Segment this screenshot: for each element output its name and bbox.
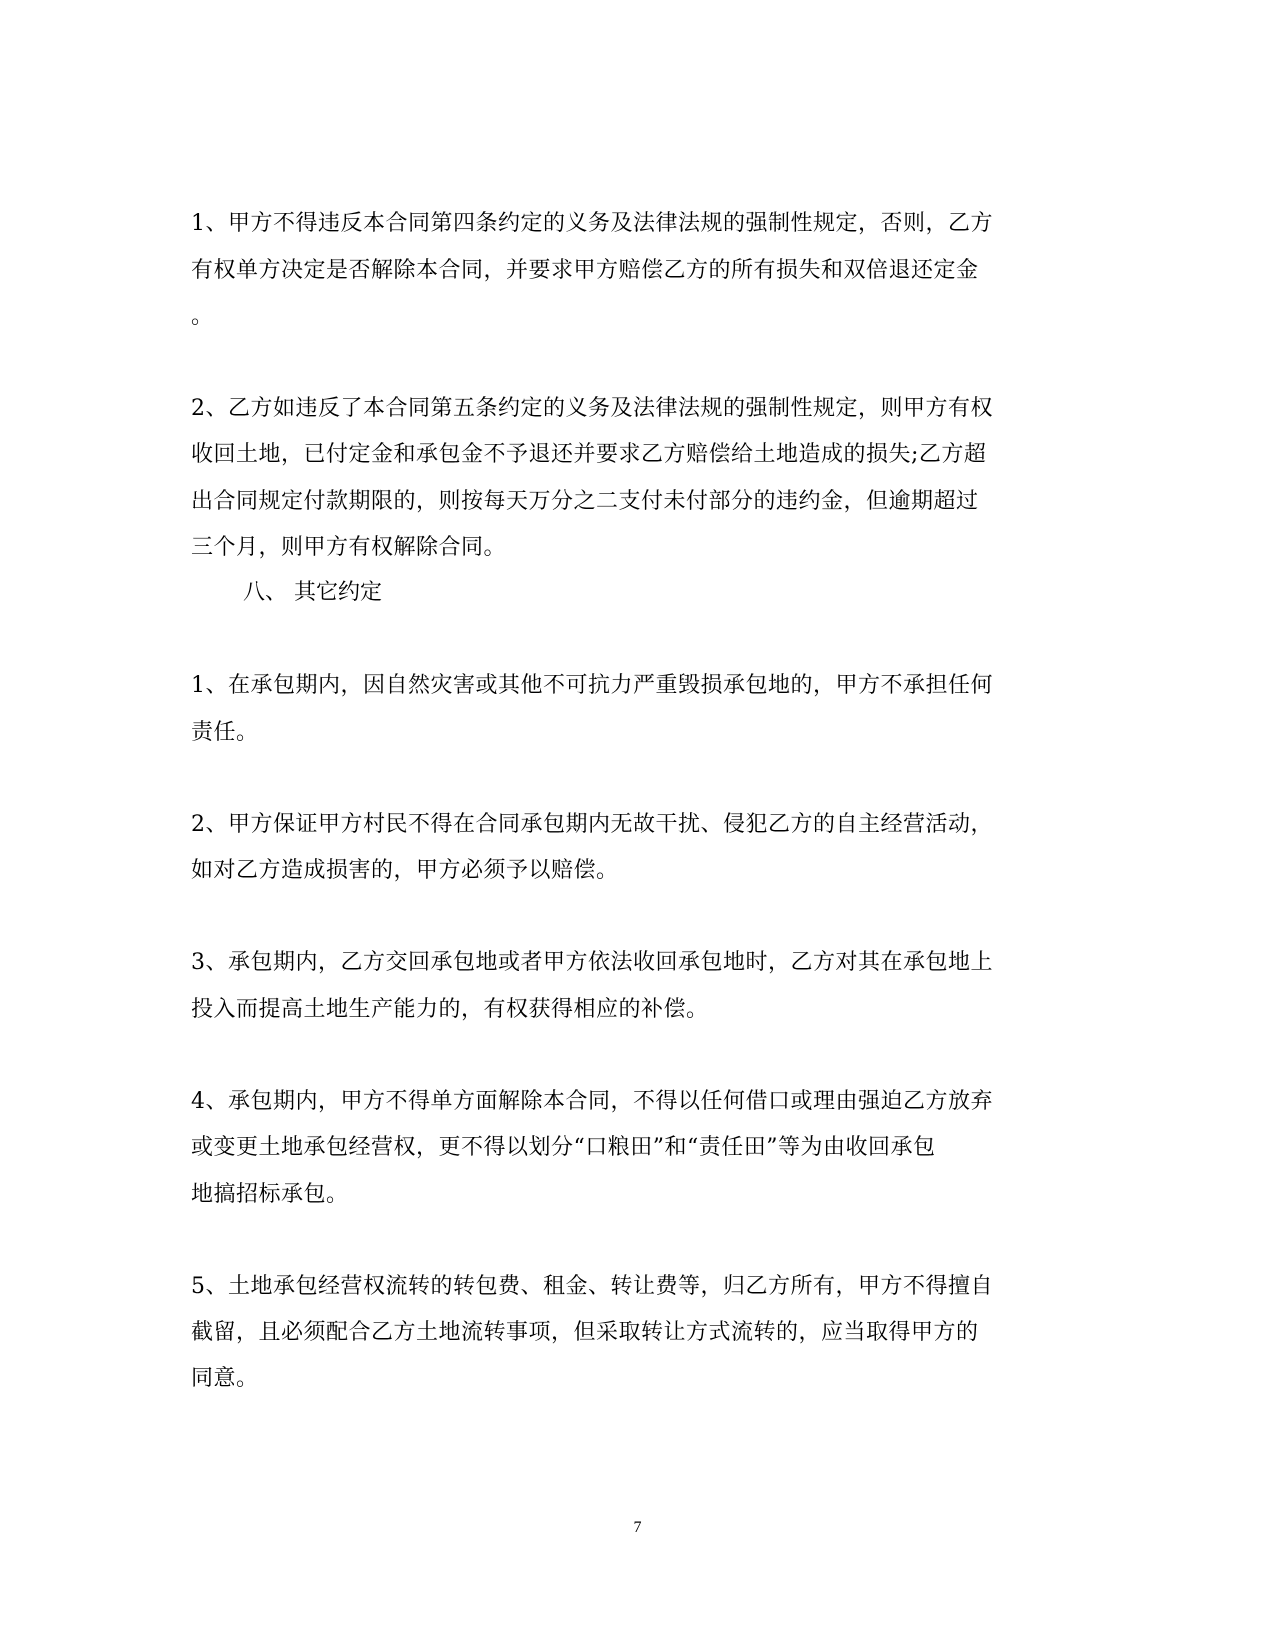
clause-5-line-2: 截留，且必须配合乙方土地流转事项，但采取转让方式流转的，应当取得甲方的 [191,1320,979,1345]
clause-5-line-1: 5、土地承包经营权流转的转包费、租金、转让费等，归乙方所有，甲方不得擅自 [191,1274,993,1299]
clause-2-line-1: 2、甲方保证甲方村民不得在合同承包期内无故干扰、侵犯乙方的自主经营活动， [191,812,993,837]
clause-1-line-2: 责任。 [191,720,259,745]
paragraph-2-line-4: 三个月，则甲方有权解除合同。 [191,535,507,560]
paragraph-2-line-2: 收回土地，已付定金和承包金不予退还并要求乙方赔偿给土地造成的损失;乙方超 [191,442,987,467]
clause-3-line-1: 3、承包期内，乙方交回承包地或者甲方依法收回承包地时，乙方对其在承包地上 [191,950,993,975]
paragraph-1-line-3: 。 [191,304,214,329]
section-heading: 八、 其它约定 [243,580,382,605]
page-number: 7 [633,1519,642,1536]
paragraph-2-line-1: 2、乙方如违反了本合同第五条约定的义务及法律法规的强制性规定，则甲方有权 [191,396,993,421]
clause-1-line-1: 1、在承包期内，因自然灾害或其他不可抗力严重毁损承包地的，甲方不承担任何 [191,673,993,698]
paragraph-1-line-2: 有权单方决定是否解除本合同，并要求甲方赔偿乙方的所有损失和双倍退还定金 [191,258,979,283]
clause-5-line-3: 同意。 [191,1366,259,1391]
paragraph-2-line-3: 出合同规定付款期限的，则按每天万分之二支付未付部分的违约金，但逾期超过 [191,489,979,514]
clause-4-line-2: 或变更土地承包经营权，更不得以划分“口粮田”和“责任田”等为由收回承包 [191,1135,936,1160]
clause-4-line-1: 4、承包期内，甲方不得单方面解除本合同，不得以任何借口或理由强迫乙方放弃 [191,1089,993,1114]
clause-4-line-3: 地搞招标承包。 [191,1182,349,1207]
clause-3-line-2: 投入而提高土地生产能力的，有权获得相应的补偿。 [191,997,709,1022]
paragraph-1-line-1: 1、甲方不得违反本合同第四条约定的义务及法律法规的强制性规定，否则，乙方 [191,211,993,236]
clause-2-line-2: 如对乙方造成损害的，甲方必须予以赔偿。 [191,858,619,883]
